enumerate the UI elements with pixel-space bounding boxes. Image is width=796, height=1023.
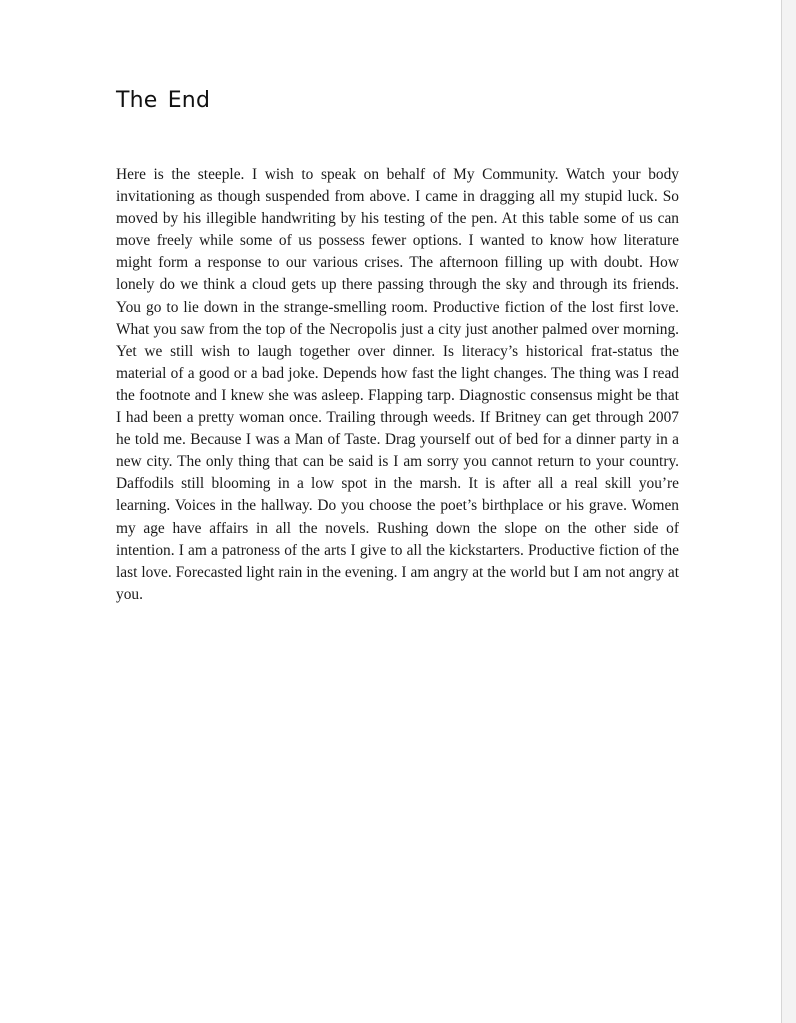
page-edge-margin xyxy=(781,0,796,1023)
body-paragraph: Here is the steeple. I wish to speak on behalf of My Community. Watch your body invitationing as though suspended from above. I came in dragging all my stupid luck. So moved by his illegible handwriting by his testing of the pen. At this table some of us can move freely while some of us possess fewer options. I wanted to know how literature might form a response to our various crises. The afternoon filling up with doubt. How lonely do we think a cloud gets up there passing through the sky and through its friends. You go to lie down in the strange-smelling room. Productive fiction of the lost first love. What you saw from the top of the Necropolis just a city just another palmed over morning. Yet we still wish to laugh together over dinner. Is literacy’s historical frat-status the material of a good or a bad joke. Depends how fast the light changes. The thing was I read the footnote and I knew she was asleep. Flapping tarp. Diagnostic consensus might be that I had been a pretty woman once. Trailing through weeds. If Britney can get through 2007 he told me. Because I was a Man of Taste. Drag yourself out of bed for a dinner party in a new city. The only thing that can be said is I am sorry you cannot return to your country. Daffodils still blooming in a low spot in the marsh. It is after all a real skill you’re learning. Voices in the hallway. Do you choose the poet’s birthplace or his grave. Women my age have affairs in all the novels. Rushing down the slope on the other side of intention. I am a patroness of the arts I give to all the kickstarters. Productive fiction of the last love. Forecasted light rain in the evening. I am angry at the world but I am not angry at you. xyxy=(116,166,679,603)
page-title: The End xyxy=(116,88,211,113)
